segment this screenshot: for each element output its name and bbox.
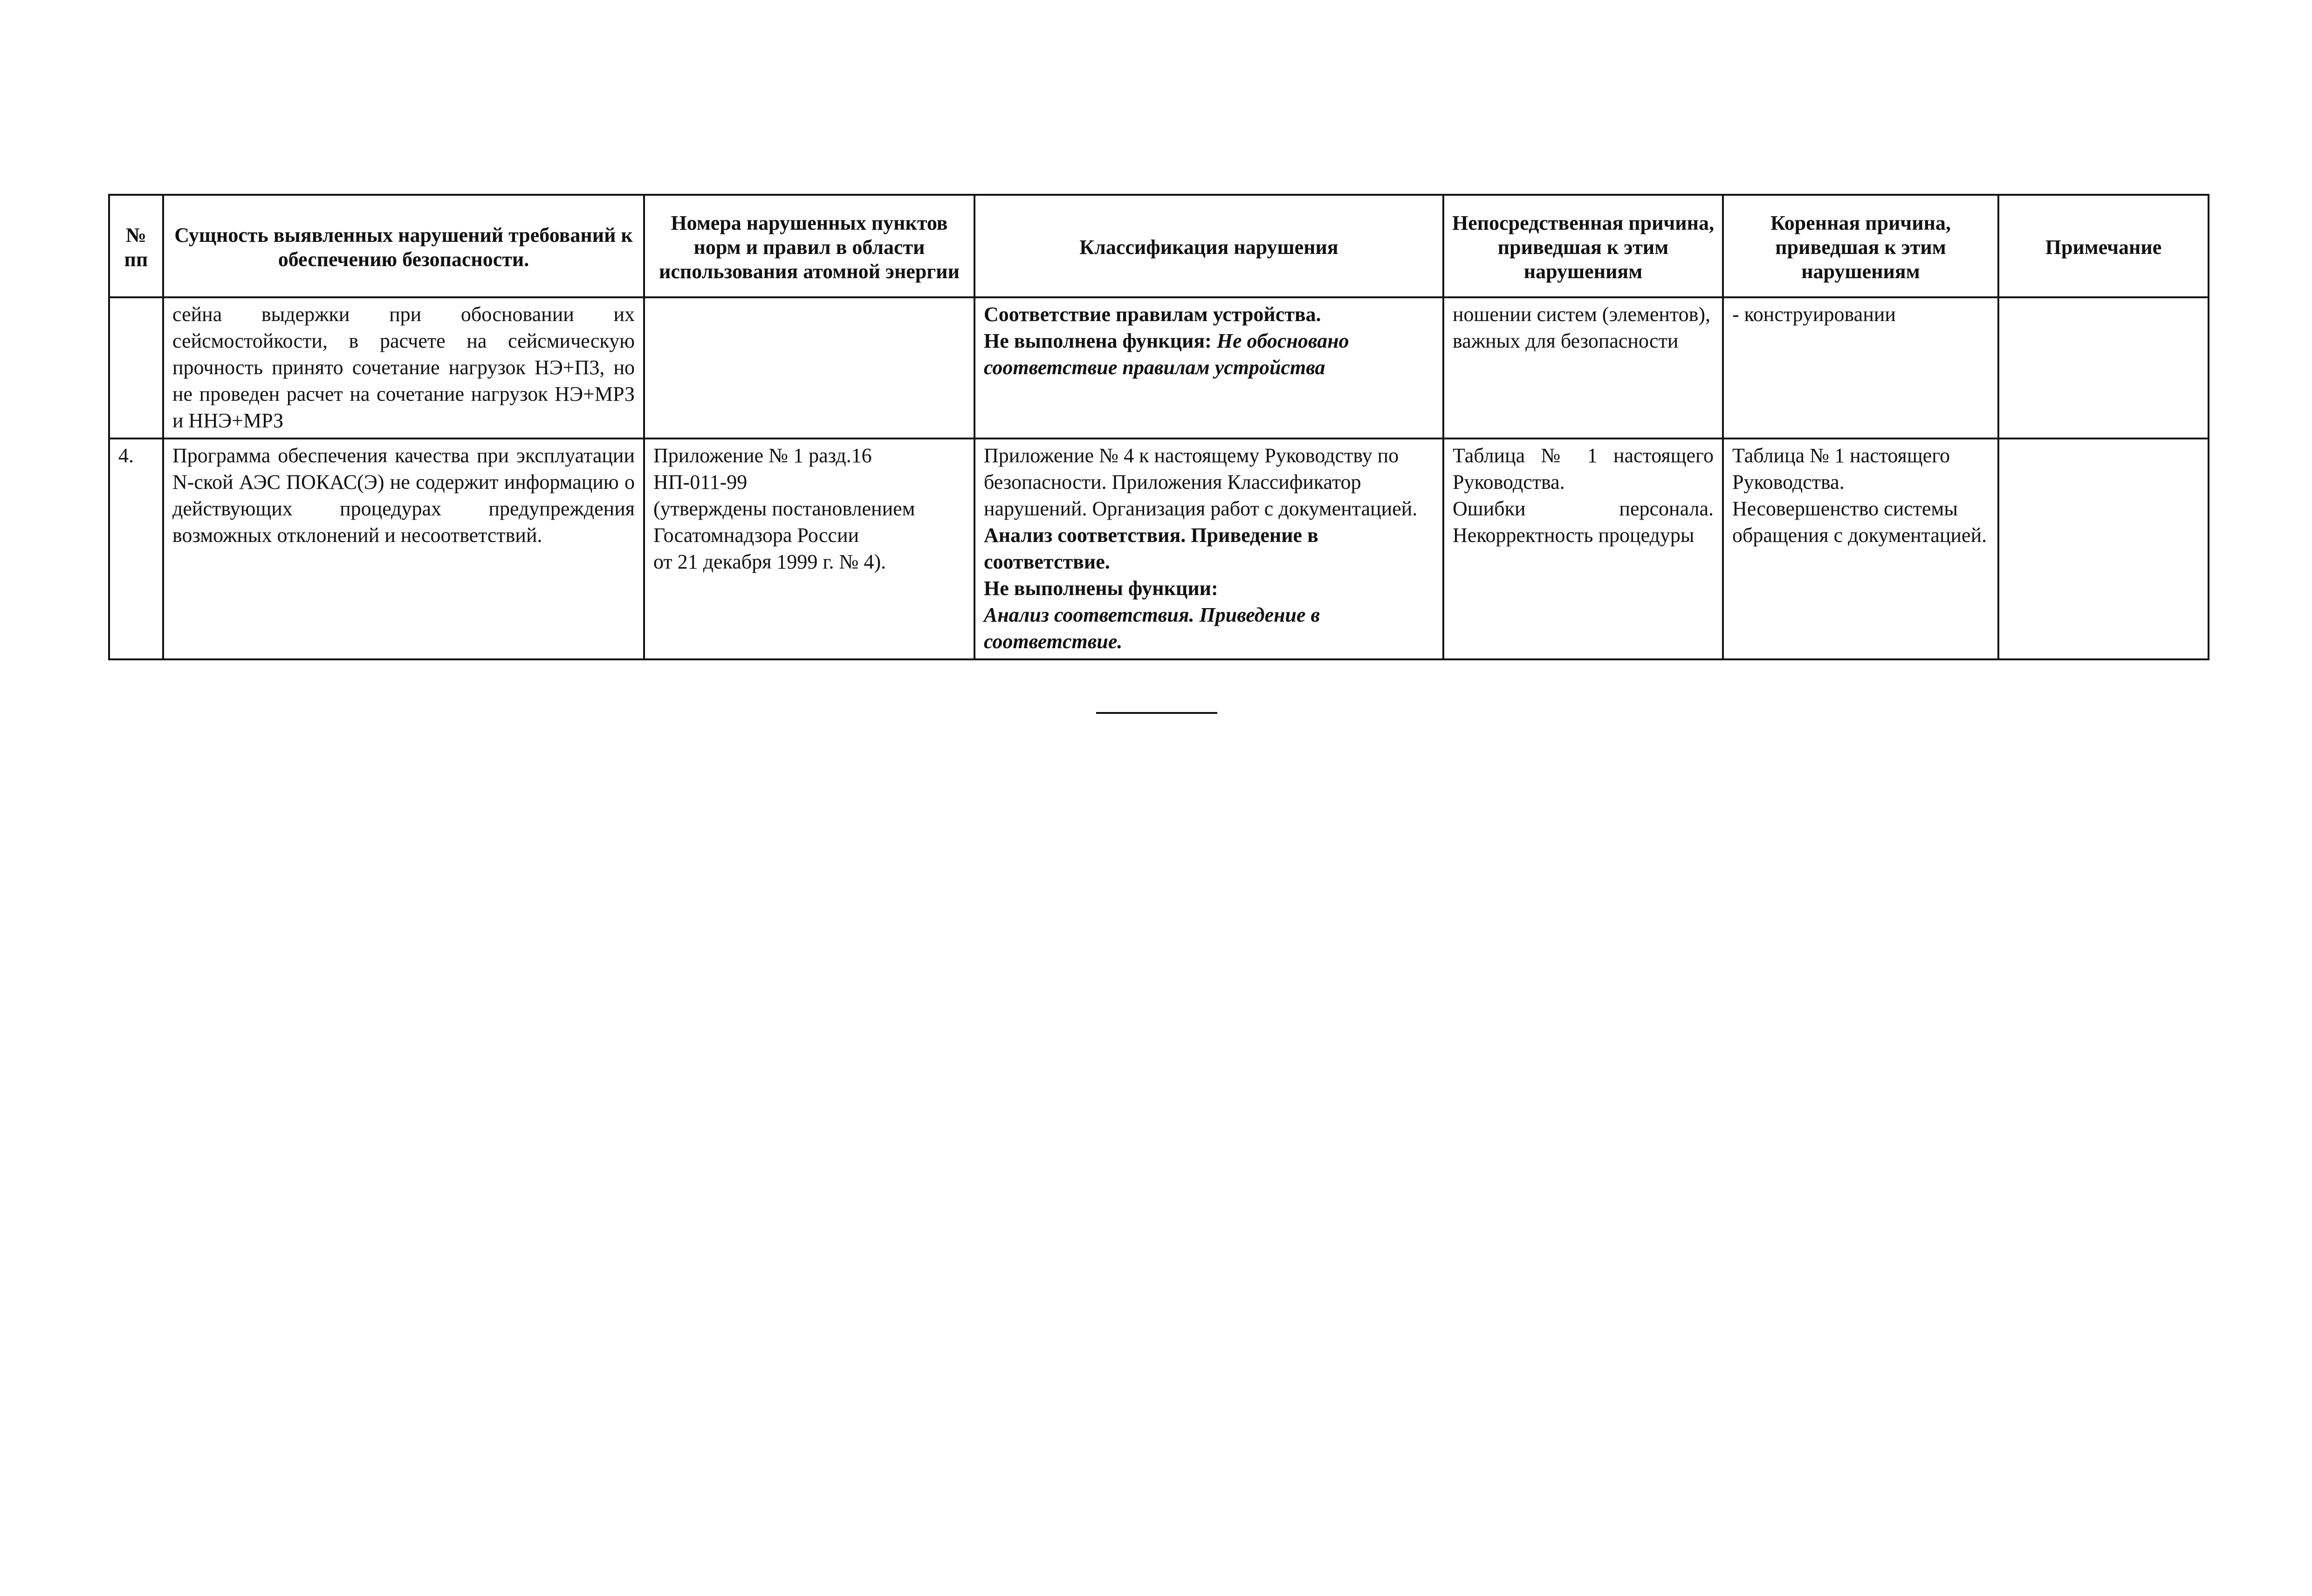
table-row-4	[109, 438, 2209, 659]
norms-line: НП-011-99	[653, 471, 748, 493]
classification-function-text: Анализ соответствия. Приведение в соответствие.	[984, 603, 1320, 653]
classification-function-label: Не выполнены функции:	[984, 577, 1218, 600]
norms-line: (утверждены постановлением Госатомнадзора России	[653, 497, 915, 547]
cell-norms	[644, 297, 974, 438]
cell-classification	[974, 297, 1443, 438]
violations-table	[108, 194, 2209, 660]
header-note: Примечание	[1998, 195, 2209, 297]
direct-cause-line: Ошибки персонала. Некорректность процедуры	[1453, 497, 1714, 547]
table-header-row	[109, 195, 2209, 297]
cell-note	[1998, 438, 2209, 659]
cell-classification	[974, 438, 1443, 659]
classification-function-text: Не обосновано соответствие правилам устройства	[984, 329, 1349, 379]
cell-norms	[644, 438, 974, 659]
cell-root-cause: - конструировании	[1723, 297, 1998, 438]
cell-direct-cause	[1443, 438, 1723, 659]
classification-line: Соответствие правилам устройства.	[984, 303, 1321, 326]
header-classification: Классификация нарушения	[974, 195, 1443, 297]
header-number: № пп	[109, 195, 163, 297]
classification-bold-text: Анализ соответствия. Приведение в соответствие.	[984, 524, 1318, 573]
norms-line: Приложение № 1 разд.16	[653, 444, 872, 467]
direct-cause-line: Таблица № 1 настоящего Руководства.	[1453, 444, 1714, 493]
cell-essence: сейна выдержки при обосновании их сейсмостойкости, в расчете на сейсмическую прочность принято сочетание нагрузок НЭ+П3, но не проведен расчет на сочетание нагрузок НЭ+МРЗ и ННЭ+МРЗ	[163, 297, 644, 438]
cell-note	[1998, 297, 2209, 438]
classification-function-label: Не выполнена функция:	[984, 329, 1212, 352]
cell-number	[109, 297, 163, 438]
norms-line: от 21 декабря 1999 г. № 4).	[653, 550, 886, 573]
cell-number: 4.	[109, 438, 163, 659]
header-norms: Номера нарушенных пунктов норм и правил в области использования атомной энергии	[644, 195, 974, 297]
cell-root-cause: Таблица № 1 настоящего Руководства. Несовершенство системы обращения с документацией.	[1723, 438, 1998, 659]
table-row-continuation	[109, 297, 2209, 438]
header-direct-cause: Непосредственная причина, приведшая к этим нарушениям	[1443, 195, 1723, 297]
classification-text: Приложение № 4 к настоящему Руководству по безопасности. Приложения Классификатор нарушений. Организация работ с документацией.	[984, 444, 1418, 520]
header-essence: Сущность выявленных нарушений требований к обеспечению безопасности.	[163, 195, 644, 297]
header-root-cause: Коренная причина, приведшая к этим нарушениям	[1723, 195, 1998, 297]
cell-direct-cause: ношении систем (элементов), важных для безопасности	[1443, 297, 1723, 438]
cell-essence: Программа обеспечения качества при эксплуатации N-ской АЭС ПОКАС(Э) не содержит информацию о действующих процедурах предупреждения возможных отклонений и несоответствий.	[163, 438, 644, 659]
closing-rule	[1096, 712, 1217, 714]
